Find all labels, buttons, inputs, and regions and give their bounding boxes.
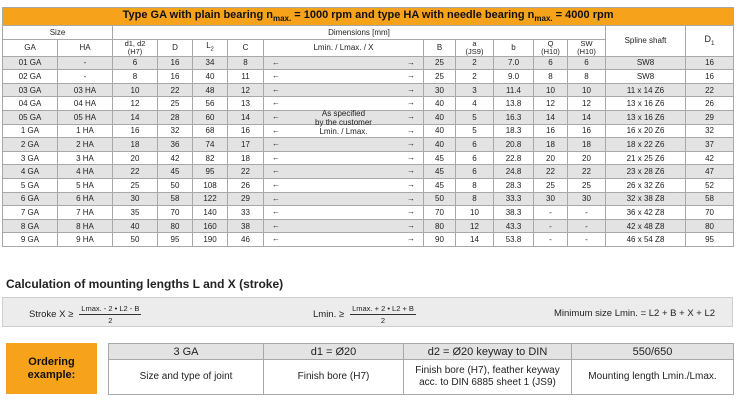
cell-d: 10: [113, 83, 158, 97]
cell-spline: 26 x 32 Z6: [606, 178, 686, 192]
lmin-cell: [264, 83, 424, 97]
dimensions-table: [2, 7, 734, 247]
arrow-right-icon: →: [407, 193, 415, 203]
cell-ha: 04 HA: [58, 97, 113, 111]
cell-q: 8: [534, 70, 568, 84]
cell-ha: 6 HA: [58, 192, 113, 206]
spline-shaft-header: Spline shaft: [606, 26, 686, 57]
minimum-size-formula: Minimum size Lmin. = L2 + B + X + L2: [554, 308, 716, 319]
cell-d1: 16: [686, 70, 734, 84]
cell-a: 8: [456, 192, 494, 206]
cell-d: 14: [113, 110, 158, 124]
cell-ga: 05 GA: [3, 110, 58, 124]
cell-ga: 4 GA: [3, 165, 58, 179]
cell-b: 53.8: [494, 233, 534, 247]
cell-d1: 26: [686, 97, 734, 111]
order-size-desc: Size and type of joint: [109, 360, 264, 395]
arrow-left-icon: ←: [272, 166, 280, 176]
cell-c: 16: [228, 124, 264, 138]
arrow-right-icon: →: [407, 98, 415, 108]
cell-b: 20.8: [494, 138, 534, 152]
stroke-formula: Stroke X ≥ $\frac{Lmax. - 2 • L2 - B}{2}$: [29, 304, 140, 325]
cell-q: 10: [534, 83, 568, 97]
cell-b: 25: [424, 70, 456, 84]
cell-sw: 25: [568, 178, 606, 192]
cell-d1: 29: [686, 110, 734, 124]
specified-by-customer-text: As specified by the customer Lmin. / Lmax.: [315, 108, 372, 136]
d1d2-header: d1, d2 (H7): [113, 39, 158, 56]
arrow-left-icon: ←: [272, 84, 280, 94]
cell-d: 16: [158, 70, 193, 84]
cell-c: 13: [228, 97, 264, 111]
cell-d1: 22: [686, 83, 734, 97]
cell-sw: 20: [568, 151, 606, 165]
cell-ga: 7 GA: [3, 206, 58, 220]
cell-ha: -: [58, 70, 113, 84]
table-row: [3, 192, 734, 206]
lmin-cell: [264, 138, 424, 152]
cell-b: 50: [424, 192, 456, 206]
cell-ha: 2 HA: [58, 138, 113, 152]
cell-d: 45: [158, 165, 193, 179]
cell-b: 40: [424, 110, 456, 124]
order-length: 550/650: [572, 344, 734, 360]
arrow-left-icon: ←: [272, 139, 280, 149]
D-header: D: [158, 39, 193, 56]
cell-spline: 42 x 48 Z8: [606, 219, 686, 233]
cell-c: 29: [228, 192, 264, 206]
cell-d: 22: [113, 165, 158, 179]
cell-spline: SW8: [606, 70, 686, 84]
cell-d1: 16: [686, 56, 734, 70]
lmin-cell: [264, 165, 424, 179]
cell-d: 35: [113, 206, 158, 220]
cell-d: 16: [158, 56, 193, 70]
lmin-cell: [264, 219, 424, 233]
cell-l2: 122: [193, 192, 228, 206]
cell-a: 2: [456, 70, 494, 84]
arrow-right-icon: →: [407, 111, 415, 121]
cell-spline: 13 x 16 Z6: [606, 97, 686, 111]
cell-spline: 18 x 22 Z6: [606, 138, 686, 152]
cell-b: 22.8: [494, 151, 534, 165]
arrow-left-icon: ←: [272, 179, 280, 189]
cell-b: 13.8: [494, 97, 534, 111]
cell-c: 33: [228, 206, 264, 220]
ha-header: HA: [58, 39, 113, 56]
cell-q: 30: [534, 192, 568, 206]
cell-d: 58: [158, 192, 193, 206]
cell-sw: -: [568, 233, 606, 247]
cell-ha: 7 HA: [58, 206, 113, 220]
cell-d: 12: [113, 97, 158, 111]
cell-d: 16: [113, 124, 158, 138]
cell-sw: 12: [568, 97, 606, 111]
cell-d: 80: [158, 219, 193, 233]
cell-d1: 32: [686, 124, 734, 138]
cell-d: 50: [113, 233, 158, 247]
cell-ga: 3 GA: [3, 151, 58, 165]
cell-spline: 23 x 28 Z6: [606, 165, 686, 179]
cell-b: 43.3: [494, 219, 534, 233]
cell-a: 5: [456, 124, 494, 138]
cell-sw: -: [568, 219, 606, 233]
cell-a: 2: [456, 56, 494, 70]
arrow-right-icon: →: [407, 139, 415, 149]
cell-l2: 48: [193, 83, 228, 97]
arrow-left-icon: ←: [272, 152, 280, 162]
cell-d: 95: [158, 233, 193, 247]
cell-d: 25: [113, 178, 158, 192]
cell-d: 20: [113, 151, 158, 165]
cell-c: 26: [228, 178, 264, 192]
cell-d: 42: [158, 151, 193, 165]
order-d2: d2 = Ø20 keyway to DIN: [404, 344, 572, 360]
arrow-left-icon: ←: [272, 234, 280, 244]
cell-l2: 74: [193, 138, 228, 152]
lmin-cell: [264, 178, 424, 192]
order-d2-desc: Finish bore (H7), feather keyway acc. to DIN 6885 sheet 1 (JS9): [404, 360, 572, 395]
cell-l2: 60: [193, 110, 228, 124]
arrow-right-icon: →: [407, 234, 415, 244]
arrow-right-icon: →: [407, 207, 415, 217]
cell-sw: 30: [568, 192, 606, 206]
cell-ga: 02 GA: [3, 70, 58, 84]
cell-sw: 8: [568, 70, 606, 84]
arrow-left-icon: ←: [272, 220, 280, 230]
cell-sw: 16: [568, 124, 606, 138]
cell-b: 25: [424, 56, 456, 70]
cell-d: 25: [158, 97, 193, 111]
cell-sw: -: [568, 206, 606, 220]
cell-b: 38.3: [494, 206, 534, 220]
a-header: a (JS9): [456, 39, 494, 56]
cell-l2: 34: [193, 56, 228, 70]
cell-ga: 1 GA: [3, 124, 58, 138]
ga-header: GA: [3, 39, 58, 56]
table-row: [3, 83, 734, 97]
cell-ga: 04 GA: [3, 97, 58, 111]
cell-c: 22: [228, 165, 264, 179]
lmin-cell: [264, 151, 424, 165]
cell-ha: 05 HA: [58, 110, 113, 124]
cell-spline: SW8: [606, 56, 686, 70]
table-row: [3, 165, 734, 179]
arrow-left-icon: ←: [272, 207, 280, 217]
table-title: Type GA with plain bearing $n_{max.} = 1000$ rpm and type HA with needle bearing $n_{max.} = 4000$ rpm: [3, 8, 734, 26]
table-row: [3, 151, 734, 165]
cell-c: 14: [228, 110, 264, 124]
cell-a: 3: [456, 83, 494, 97]
lmin-cell: [264, 206, 424, 220]
cell-b: 45: [424, 178, 456, 192]
SW-header: SW (H10): [568, 39, 606, 56]
cell-spline: 13 x 16 Z6: [606, 110, 686, 124]
cell-c: 46: [228, 233, 264, 247]
cell-a: 5: [456, 110, 494, 124]
size-header: Size: [3, 26, 113, 40]
lmin-formula: Lmin. ≥ $\frac{Lmax. + 2 • L2 + B}{2}$: [313, 304, 414, 325]
cell-a: 6: [456, 138, 494, 152]
table-row: [3, 178, 734, 192]
cell-a: 6: [456, 165, 494, 179]
cell-ha: -: [58, 56, 113, 70]
cell-c: 17: [228, 138, 264, 152]
arrow-right-icon: →: [407, 57, 415, 67]
arrow-right-icon: →: [407, 179, 415, 189]
cell-c: 12: [228, 83, 264, 97]
arrow-left-icon: ←: [272, 111, 280, 121]
cell-ga: 9 GA: [3, 233, 58, 247]
cell-spline: 21 x 25 Z6: [606, 151, 686, 165]
cell-b: 80: [424, 219, 456, 233]
cell-a: 8: [456, 178, 494, 192]
arrow-left-icon: ←: [272, 193, 280, 203]
cell-spline: 36 x 42 Z8: [606, 206, 686, 220]
cell-spline: 11 x 14 Z6: [606, 83, 686, 97]
cell-d1: 47: [686, 165, 734, 179]
cell-q: 14: [534, 110, 568, 124]
cell-q: 6: [534, 56, 568, 70]
cell-ga: 01 GA: [3, 56, 58, 70]
cell-d: 28: [158, 110, 193, 124]
cell-spline: 16 x 20 Z6: [606, 124, 686, 138]
arrow-right-icon: →: [407, 166, 415, 176]
cell-ga: 2 GA: [3, 138, 58, 152]
section-title: Calculation of mounting lengths L and X (stroke): [6, 277, 284, 291]
table-row: [3, 233, 734, 247]
cell-l2: 68: [193, 124, 228, 138]
table-row: [3, 138, 734, 152]
cell-l2: 95: [193, 165, 228, 179]
cell-l2: 108: [193, 178, 228, 192]
lmin-cell: [264, 192, 424, 206]
cell-b: 40: [424, 124, 456, 138]
cell-l2: 56: [193, 97, 228, 111]
arrow-left-icon: ←: [272, 125, 280, 135]
arrow-right-icon: →: [407, 152, 415, 162]
cell-q: 12: [534, 97, 568, 111]
b-header: b: [494, 39, 534, 56]
cell-ga: 6 GA: [3, 192, 58, 206]
cell-b: 90: [424, 233, 456, 247]
cell-d1: 80: [686, 219, 734, 233]
ordering-table: [108, 343, 734, 395]
cell-sw: 6: [568, 56, 606, 70]
cell-l2: 40: [193, 70, 228, 84]
cell-b: 16.3: [494, 110, 534, 124]
ordering-example-label: Ordering example:: [6, 343, 97, 394]
cell-a: 4: [456, 97, 494, 111]
cell-q: -: [534, 206, 568, 220]
cell-ha: 8 HA: [58, 219, 113, 233]
cell-d: 30: [113, 192, 158, 206]
cell-q: -: [534, 233, 568, 247]
formula-box: [2, 297, 733, 327]
order-d1: d1 = Ø20: [264, 344, 404, 360]
cell-a: 12: [456, 219, 494, 233]
cell-c: 18: [228, 151, 264, 165]
cell-d: 18: [113, 138, 158, 152]
Q-header: Q (H10): [534, 39, 568, 56]
cell-d: 50: [158, 178, 193, 192]
cell-d: 8: [113, 70, 158, 84]
cell-b: 11.4: [494, 83, 534, 97]
arrow-right-icon: →: [407, 220, 415, 230]
cell-q: 18: [534, 138, 568, 152]
arrow-right-icon: →: [407, 125, 415, 135]
arrow-right-icon: →: [407, 84, 415, 94]
table-row: [3, 56, 734, 70]
cell-ha: 5 HA: [58, 178, 113, 192]
cell-b: 30: [424, 83, 456, 97]
cell-b: 45: [424, 165, 456, 179]
cell-b: 33.3: [494, 192, 534, 206]
cell-d1: 37: [686, 138, 734, 152]
cell-q: 22: [534, 165, 568, 179]
cell-b: 70: [424, 206, 456, 220]
lmin-cell: [264, 56, 424, 70]
cell-ha: 9 HA: [58, 233, 113, 247]
cell-b: 18.3: [494, 124, 534, 138]
arrow-left-icon: ←: [272, 57, 280, 67]
cell-q: 16: [534, 124, 568, 138]
cell-l2: 160: [193, 219, 228, 233]
cell-l2: 140: [193, 206, 228, 220]
cell-c: 8: [228, 56, 264, 70]
cell-b: 40: [424, 138, 456, 152]
cell-d: 36: [158, 138, 193, 152]
cell-a: 10: [456, 206, 494, 220]
cell-spline: 46 x 54 Z8: [606, 233, 686, 247]
table-row: [3, 70, 734, 84]
cell-l2: 82: [193, 151, 228, 165]
cell-sw: 10: [568, 83, 606, 97]
cell-d1: 70: [686, 206, 734, 220]
cell-ha: 3 HA: [58, 151, 113, 165]
cell-ha: 4 HA: [58, 165, 113, 179]
lmin-cell: [264, 108, 424, 138]
C-header: C: [228, 39, 264, 56]
order-size: 3 GA: [109, 344, 264, 360]
cell-b: 7.0: [494, 56, 534, 70]
lmin-cell: [264, 233, 424, 247]
cell-ha: 03 HA: [58, 83, 113, 97]
arrow-left-icon: ←: [272, 71, 280, 81]
cell-d: 70: [158, 206, 193, 220]
cell-b: 9.0: [494, 70, 534, 84]
cell-c: 38: [228, 219, 264, 233]
B-header: B: [424, 39, 456, 56]
arrow-left-icon: ←: [272, 98, 280, 108]
cell-l2: 190: [193, 233, 228, 247]
lmin-cell: [264, 70, 424, 84]
cell-d1: 95: [686, 233, 734, 247]
cell-b: 28.3: [494, 178, 534, 192]
cell-ha: 1 HA: [58, 124, 113, 138]
cell-q: 25: [534, 178, 568, 192]
table-row: [3, 124, 734, 138]
lmin-header: Lmin. / Lmax. / X: [264, 39, 424, 56]
cell-d1: 42: [686, 151, 734, 165]
cell-d: 40: [113, 219, 158, 233]
table-row: [3, 206, 734, 220]
cell-a: 14: [456, 233, 494, 247]
cell-b: 40: [424, 97, 456, 111]
order-length-desc: Mounting length Lmin./Lmax.: [572, 360, 734, 395]
cell-q: 20: [534, 151, 568, 165]
cell-ga: 5 GA: [3, 178, 58, 192]
cell-d: 6: [113, 56, 158, 70]
cell-ga: 8 GA: [3, 219, 58, 233]
arrow-right-icon: →: [407, 71, 415, 81]
L2-header: $L_2$: [193, 39, 228, 56]
table-row: [3, 219, 734, 233]
cell-sw: 18: [568, 138, 606, 152]
cell-sw: 14: [568, 110, 606, 124]
cell-q: -: [534, 219, 568, 233]
cell-d1: 52: [686, 178, 734, 192]
cell-ga: 03 GA: [3, 83, 58, 97]
d1-header: $D_1$: [686, 26, 734, 57]
cell-sw: 22: [568, 165, 606, 179]
cell-spline: 32 x 38 Z8: [606, 192, 686, 206]
cell-d: 22: [158, 83, 193, 97]
cell-c: 11: [228, 70, 264, 84]
dimensions-header: Dimensions [mm]: [113, 26, 606, 40]
cell-d: 32: [158, 124, 193, 138]
cell-d1: 58: [686, 192, 734, 206]
cell-a: 6: [456, 151, 494, 165]
cell-b: 45: [424, 151, 456, 165]
order-d1-desc: Finish bore (H7): [264, 360, 404, 395]
cell-b: 24.8: [494, 165, 534, 179]
